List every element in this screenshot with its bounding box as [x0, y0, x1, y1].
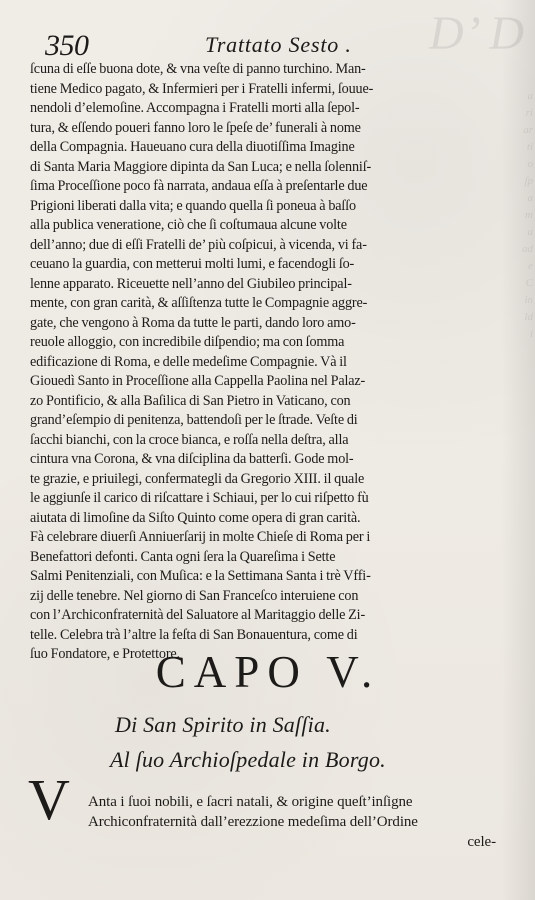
text-line: della Compagnia. Haueuano cura della diuotiſſima Imagine	[30, 139, 355, 155]
text-line: aiutata di limoſine da Siſto Quinto come opera di gran carità.	[30, 509, 361, 526]
text-line: lenne apparato. Riceuette nell’anno del Giubileo principal-	[30, 275, 352, 292]
text-line: tiene Medico pagato, & Infermieri per i Fratelli infermi, ſouue-	[30, 80, 374, 97]
text-line: zo Pontificio, & alla Baſilica di San Pietro in Vaticano, con	[30, 392, 351, 409]
text-line: ſima Proceſſione poco fà narrata, andaua eſſa à preſentarle due	[30, 178, 368, 194]
drop-cap-letter: V	[28, 767, 70, 832]
show-through-top: D’ D	[429, 7, 525, 60]
text-line: grand’eſempio di penitenza, battendoſi per le ſtrade. Veſte di	[30, 412, 358, 428]
opening-text-line: Anta i ſuoi nobili, e ſacri natali, & origine queſt’inſigne	[88, 794, 413, 810]
text-line: telle. Celebra trà l’altre la feſta di San Bonauentura, come di	[30, 626, 358, 643]
opening-text-line: Archiconfraternità dall’erezzione medeſima dell’Ordine	[88, 814, 418, 830]
text-line: Prigioni liberati dalla vita; e quando quella ſi poneua à baſſo	[30, 197, 356, 214]
catchword: cele-	[467, 834, 496, 850]
text-line: dell’anno; due di eſſi Fratelli de’ più coſpicui, à vicenda, vi fa-	[30, 236, 367, 253]
text-line: nendoli d’elemoſine. Accompagna i Fratelli morti alla ſepol-	[30, 100, 360, 116]
text-line: ceuano la guardia, con metterui molti lumi, e facendogli ſo-	[30, 256, 355, 272]
text-line: cintura vna Corona, & vna diſciplina da batterſi. Gode mol-	[30, 451, 354, 467]
text-line: Salmi Penitenziali, con Muſica: e la Settimana Santa i trè Vffi-	[30, 568, 371, 584]
chapter-heading: CAPO V.	[155, 647, 381, 697]
chapter-subtitle-line-2: Al ſuo Archioſpedale in Borgo.	[110, 747, 386, 772]
text-line: Benefattori defonti. Canta ogni ſera la Quareſima i Sette	[30, 548, 336, 565]
text-line: con l’Archiconfraternità del Saluatore al Maritaggio delle Zi-	[30, 607, 366, 623]
text-line: edificazione di Roma, e delle medeſime Compagnie. Và il	[30, 353, 347, 370]
opening-text-block	[88, 792, 498, 852]
text-line: reuole alloggio, con incredibile diſpendio; ma con ſomma	[30, 334, 345, 350]
show-through-right: a ri ar ti o ſp a m a ad e C in ld i	[522, 90, 533, 340]
running-title: Trattato Sesto .	[205, 32, 352, 57]
text-line: zij delle tenebre. Nel giorno di San Franceſco interuiene con	[30, 587, 359, 604]
page-number: 350	[45, 29, 89, 62]
text-line: le aggiunſe il carico di riſcattare i Schiaui, per lo cui riſpetto fù	[30, 490, 369, 506]
text-line: di Santa Maria Maggiore dipinta da San Luca; e nella ſolenniſ-	[30, 158, 372, 175]
main-text-block	[30, 60, 496, 665]
text-line: ſuo Fondatore, e Protettore.	[30, 646, 180, 662]
text-line: alla publica veneratione, ciò che ſi coſtumaua alcune volte	[30, 217, 347, 233]
text-line: gate, che vengono à Roma da tutte le parti, dando loro amo-	[30, 314, 356, 331]
text-line: tura, & eſſendo poueri fanno loro le ſpeſe de’ funerali à nome	[30, 119, 361, 136]
text-line: te grazie, e priuilegi, confermategli da Gregorio XIII. il quale	[30, 470, 365, 487]
text-line: Giouedì Santo in Proceſſione alla Cappella Paolina nel Palaz-	[30, 373, 366, 389]
text-line: Fà celebrare diuerſi Anniuerſarij in molte Chieſe di Roma per i	[30, 529, 371, 545]
text-line: ſcuna di eſſe buona dote, & vna veſte di panno turchino. Man-	[30, 61, 366, 77]
chapter-subtitle-line-1: Di San Spirito in Saſſia.	[115, 712, 331, 737]
text-line: ſacchi bianchi, con la croce bianca, e roſſa nella deſtra, alla	[30, 431, 349, 448]
text-line: mente, con gran carità, & aſſiſtenza tutte le Compagnie aggre-	[30, 295, 368, 311]
